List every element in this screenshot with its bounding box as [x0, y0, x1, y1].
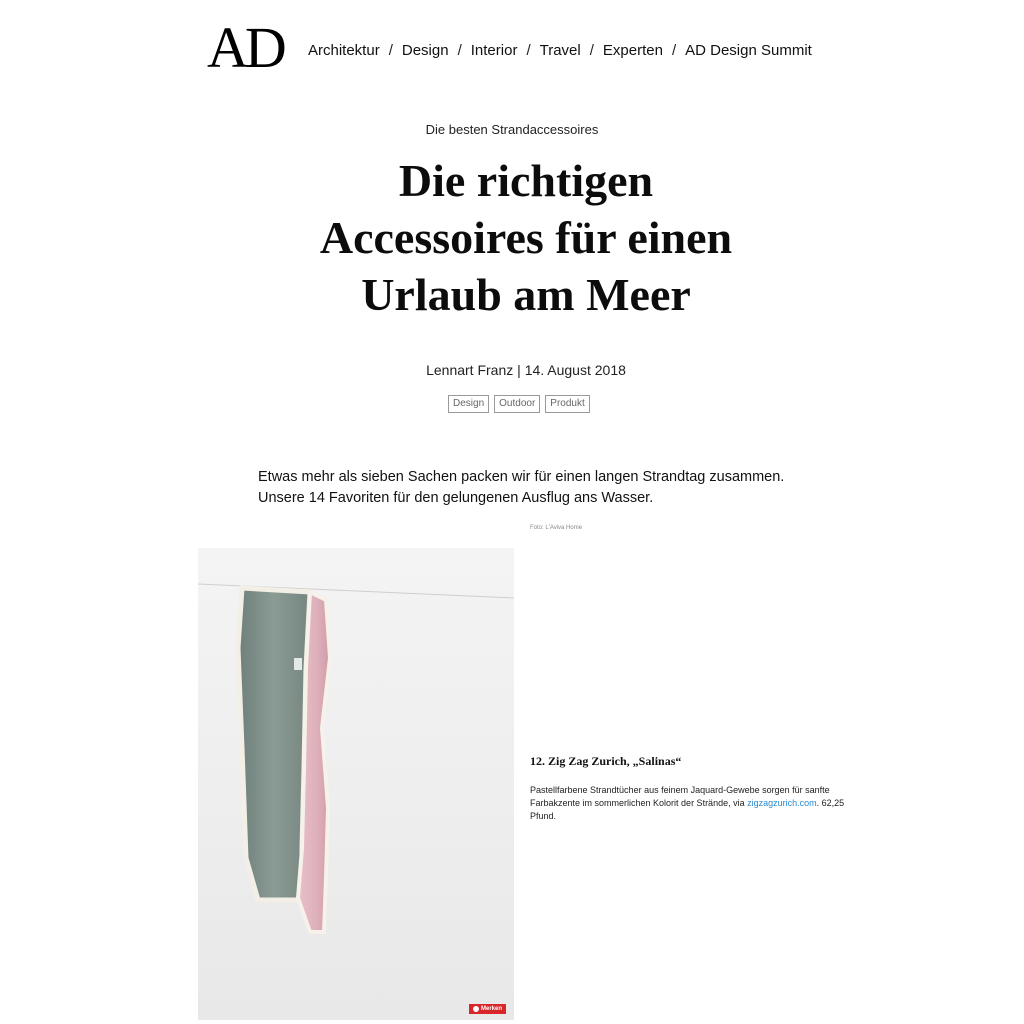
headline-line: Die richtigen [398, 155, 654, 206]
intro-line: Unsere 14 Favoriten für den gelungenen Ausflug ans Wasser. [258, 490, 654, 506]
save-badge-label: Merken [480, 1006, 502, 1012]
green-towel [238, 588, 310, 900]
nav-item-travel[interactable]: Travel [539, 42, 581, 59]
main-nav [308, 42, 812, 59]
nav-item-design[interactable]: Design [401, 42, 449, 59]
article-intro [258, 467, 818, 509]
nav-separator: / [671, 42, 677, 59]
tag-outdoor[interactable]: Outdoor [494, 395, 540, 413]
photo-credit: Foto: L'Aviva Home [530, 525, 583, 531]
headline-line: Urlaub am Meer [361, 269, 691, 320]
tag-produkt[interactable]: Produkt [545, 395, 589, 413]
byline [0, 362, 1024, 378]
nav-separator: / [589, 42, 594, 59]
article-headline [0, 152, 1024, 323]
nav-item-interior[interactable]: Interior [470, 42, 518, 59]
headline-line: Accessoires für einen [319, 212, 733, 263]
byline-separator: | [517, 362, 521, 378]
ad-logo[interactable]: AD [207, 15, 283, 80]
nav-separator: / [457, 42, 462, 59]
nav-separator: / [388, 42, 393, 59]
tag-list [448, 395, 590, 413]
product-link[interactable]: zigzagzurich.com [747, 798, 817, 808]
product-desc-text: Pastellfarbene Strandtücher aus feinem Jaquard-Gewebe sorgen für sanfte Farbakzente im sommerlichen Kolorit der Strände, via [530, 785, 830, 808]
nav-separator: / [526, 42, 531, 59]
publish-date: 14. August 2018 [524, 362, 626, 378]
towel-label [294, 658, 302, 670]
towel-illustration [198, 548, 514, 1020]
intro-line: Etwas mehr als sieben Sachen packen wir für einen langen Strandtag zusammen. [258, 469, 785, 485]
save-icon [473, 1006, 479, 1012]
nav-item-experten[interactable]: Experten [602, 42, 663, 59]
product-price: . 62,25 Pfund. [530, 798, 845, 821]
nav-item-architektur[interactable]: Architektur [308, 42, 380, 59]
save-badge[interactable] [469, 1004, 506, 1014]
nav-item-ad-design-summit[interactable]: AD Design Summit [685, 42, 812, 59]
article-kicker: Die besten Strandaccessoires [425, 122, 599, 137]
product-title: 12. Zig Zag Zurich, „Salinas“ [530, 754, 682, 768]
author-name[interactable]: Lennart Franz [426, 362, 514, 378]
product-photo[interactable] [198, 548, 514, 1020]
tag-design[interactable]: Design [448, 395, 489, 413]
product-description [530, 784, 860, 823]
